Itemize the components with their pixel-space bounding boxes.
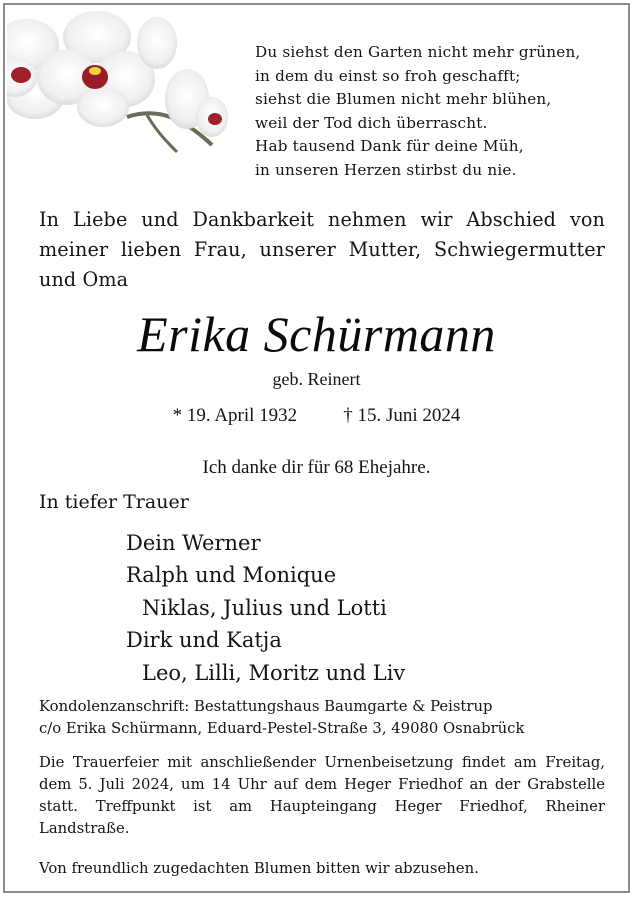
obituary-notice — [3, 3, 630, 893]
family-member: Niklas, Julius und Lotti — [142, 595, 387, 620]
intro-text: In Liebe und Dankbarkeit nehmen wir Abschied von meiner lieben Frau, unserer Mutter, Schwiegermutter und Oma — [39, 208, 605, 291]
condolence-address — [39, 696, 609, 740]
birth-name: geb. Reinert — [272, 369, 361, 389]
life-dates — [5, 403, 628, 429]
poem-line: siehst die Blumen nicht mehr blühen, — [255, 90, 552, 108]
thanks-line: Ich danke dir für 68 Ehejahre. — [202, 457, 431, 478]
poem — [255, 41, 615, 182]
birth-date: * 19. April 1932 — [172, 405, 298, 426]
poem-line: weil der Tod dich überrascht. — [255, 113, 488, 132]
poem-line: in unseren Herzen stirbst du nie. — [255, 160, 517, 179]
ceremony-info: Die Trauerfeier mit anschließender Urnenbeisetzung findet am Freitag, dem 5. Juli 2024, um 14 Uhr auf dem Heger Friedhof an der Grabstelle statt. Treffpunkt ist am Haupteingang Heger Friedhof, Rheiner Landstraße. — [39, 754, 605, 837]
family-member: Ralph und Monique — [126, 563, 337, 588]
flowers-note: Von freundlich zugedachten Blumen bitten wir abzusehen. — [39, 860, 479, 877]
death-date: † 15. Juni 2024 — [343, 405, 461, 426]
deceased-name: Erika Schürmann — [137, 306, 496, 362]
poem-line: in dem du einst so froh geschafft; — [255, 66, 521, 85]
condolence-line: c/o Erika Schürmann, Eduard-Pestel-Straße 3, 49080 Osnabrück — [39, 720, 525, 737]
poem-line: Hab tausend Dank für deine Müh, — [255, 137, 524, 155]
family-member: Dein Werner — [126, 531, 261, 555]
poem-line: Du siehst den Garten nicht mehr grünen, — [255, 43, 581, 61]
family-member: Dirk und Katja — [126, 628, 282, 653]
mourning-label: In tiefer Trauer — [39, 491, 189, 513]
family-list — [126, 527, 405, 689]
family-member: Leo, Lilli, Moritz und Liv — [142, 660, 406, 685]
condolence-line: Kondolenzanschrift: Bestattungshaus Baumgarte & Peistrup — [39, 698, 493, 715]
orchid-flowers-image — [7, 7, 237, 157]
